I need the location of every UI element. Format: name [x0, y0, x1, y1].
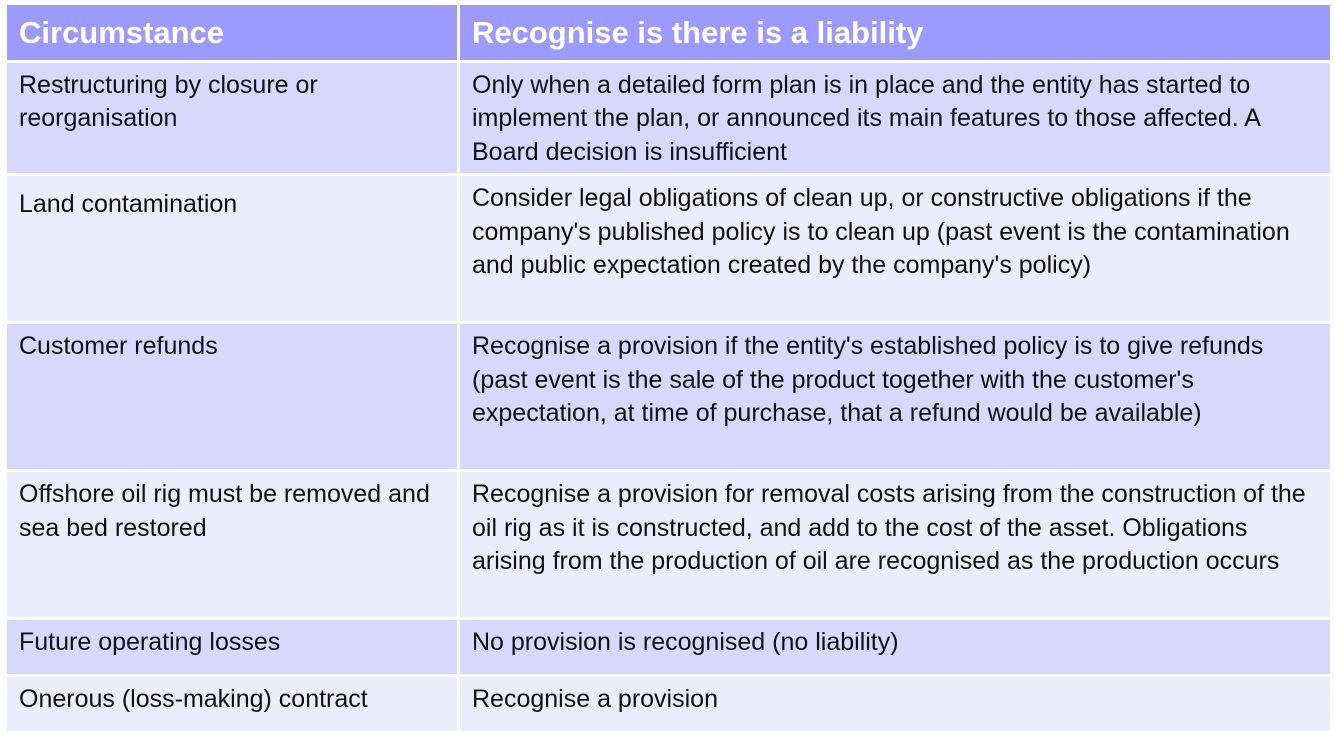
- header-circumstance: Circumstance: [6, 4, 459, 62]
- liability-cell: No provision is recognised (no liability): [459, 619, 1332, 676]
- circumstance-cell: Land contamination: [6, 175, 459, 323]
- table-row: [6, 323, 1332, 471]
- liability-cell: Recognise a provision for removal costs arising from the construction of the oil rig as it is constructed, and add to the cost of the asset. Obligations arising from the production of oil are recognised as the production occurs: [459, 471, 1332, 619]
- table-row: [6, 471, 1332, 619]
- liability-cell: Recognise a provision: [459, 676, 1332, 733]
- table-header-row: [6, 4, 1332, 62]
- table-row: [6, 676, 1332, 733]
- provisions-table: [4, 2, 1333, 734]
- circumstance-cell: Onerous (loss-making) contract: [6, 676, 459, 733]
- liability-cell: Recognise a provision if the entity's established policy is to give refunds (past event is the sale of the product together with the customer's expectation, at time of purchase, that a refund would be available): [459, 323, 1332, 471]
- table-row: [6, 175, 1332, 323]
- header-liability: Recognise is there is a liability: [459, 4, 1332, 62]
- circumstance-cell: Restructuring by closure or reorganisation: [6, 62, 459, 175]
- liability-cell: Consider legal obligations of clean up, or constructive obligations if the company's published policy is to clean up (past event is the contamination and public expectation created by the company's policy): [459, 175, 1332, 323]
- circumstance-cell: Future operating losses: [6, 619, 459, 676]
- liability-cell: Only when a detailed form plan is in place and the entity has started to implement the plan, or announced its main features to those affected. A Board decision is insufficient: [459, 62, 1332, 175]
- circumstance-cell: Customer refunds: [6, 323, 459, 471]
- circumstance-cell: Offshore oil rig must be removed and sea bed restored: [6, 471, 459, 619]
- table-row: [6, 62, 1332, 175]
- table-row: [6, 619, 1332, 676]
